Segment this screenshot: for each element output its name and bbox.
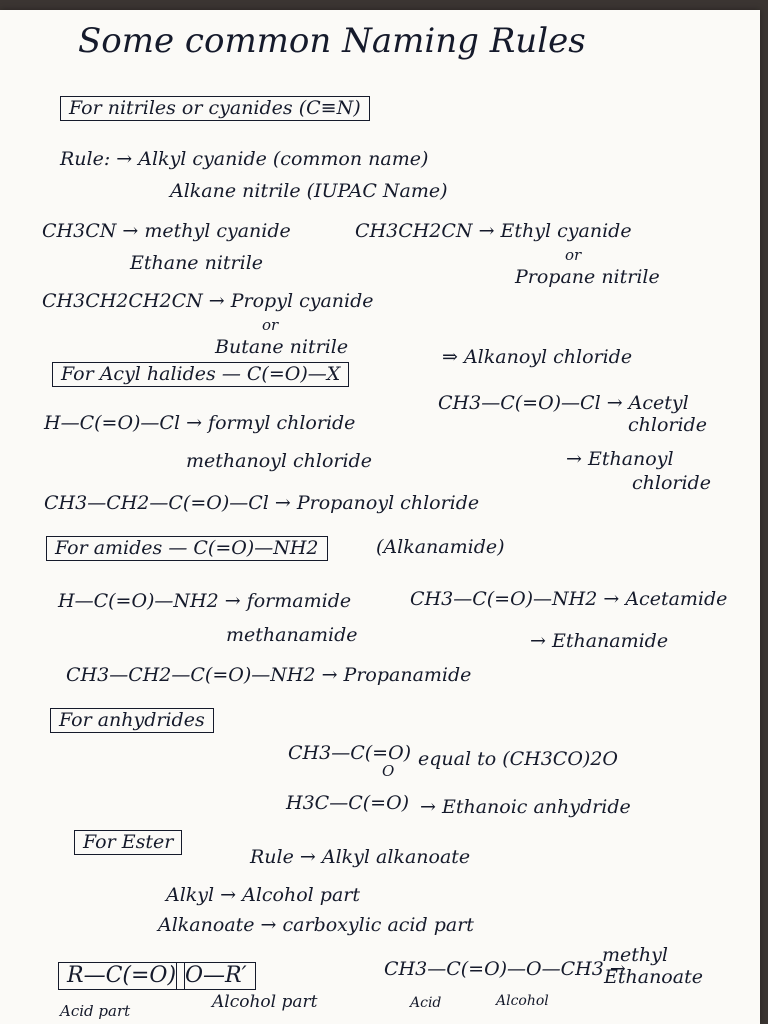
anhydrides-heading: For anhydrides <box>50 708 214 733</box>
amide-ex1-formula: H—C(=O)—NH2 → formamide <box>58 590 352 612</box>
ester-ex-name2: Ethanoate <box>604 966 703 988</box>
acyl-ex2-formula: CH3—C(=O)—Cl → Acetyl <box>438 392 689 414</box>
esters-alkanoate: Alkanoate → carboxylic acid part <box>158 914 474 936</box>
nitrile-ex1-formula: CH3CN → methyl cyanide <box>42 220 291 242</box>
ester-alcohol-label: Alcohol part <box>212 992 318 1012</box>
nitrile-ex2-formula: CH3CH2CN → Ethyl cyanide <box>355 220 632 242</box>
anhydride-struct-bottom: H3C—C(=O) <box>286 792 410 814</box>
amide-ex2-iupac: → Ethanamide <box>530 630 669 652</box>
esters-alkyl: Alkyl → Alcohol part <box>166 884 360 906</box>
acyl-ex3-formula: CH3—CH2—C(=O)—Cl → Propanoyl chloride <box>44 492 480 514</box>
ester-acid-label: Acid part <box>60 1002 131 1020</box>
nitrile-ex3-or: or <box>262 316 279 334</box>
esters-rule: Rule → Alkyl alkanoate <box>250 846 471 868</box>
amide-ex3-formula: CH3—CH2—C(=O)—NH2 → Propanamide <box>66 664 472 686</box>
amide-ex2-formula: CH3—C(=O)—NH2 → Acetamide <box>410 588 728 610</box>
ester-ex-alcohol-label: Alcohol <box>496 993 549 1009</box>
anhydride-struct-top: CH3—C(=O) <box>288 742 412 764</box>
acyl-halides-rule: ⇒ Alkanoyl chloride <box>442 346 633 368</box>
notebook-page <box>0 10 760 1024</box>
acyl-ex2-iupac-cont: chloride <box>632 472 711 494</box>
acyl-ex2-cont: chloride <box>628 414 707 436</box>
anhydride-name: → Ethanoic anhydride <box>420 796 631 818</box>
ester-general-acid: R—C(=O) <box>58 962 185 990</box>
acyl-ex1-iupac: methanoyl chloride <box>186 450 372 472</box>
nitrile-ex2-iupac: Propane nitrile <box>515 266 660 288</box>
amides-rule: (Alkanamide) <box>376 536 505 558</box>
nitrile-ex3-formula: CH3CH2CH2CN → Propyl cyanide <box>42 290 374 312</box>
ester-general-alcohol: O—R′ <box>176 962 256 990</box>
ester-ex-name1: methyl <box>602 944 668 966</box>
nitrile-ex1-iupac: Ethane nitrile <box>130 252 264 274</box>
nitrile-ex3-iupac: Butane nitrile <box>215 336 349 358</box>
nitrile-ex2-or: or <box>565 246 582 264</box>
ester-ex-formula: CH3—C(=O)—O—CH3 → <box>384 958 626 980</box>
anhydride-struct-o: O <box>382 762 395 780</box>
acyl-ex1-formula: H—C(=O)—Cl → formyl chloride <box>44 412 356 434</box>
acyl-ex2-iupac: → Ethanoyl <box>566 448 674 470</box>
nitriles-heading: For nitriles or cyanides (C≡N) <box>60 96 370 121</box>
acyl-halides-heading: For Acyl halides — C(=O)—X <box>52 362 349 387</box>
esters-heading: For Ester <box>74 830 182 855</box>
nitriles-rule-common: Rule: → Alkyl cyanide (common name) <box>60 148 429 170</box>
anhydride-equal: equal to (CH3CO)2O <box>418 748 619 770</box>
nitriles-rule-iupac: Alkane nitrile (IUPAC Name) <box>170 180 448 202</box>
ester-ex-acid-label: Acid <box>410 995 442 1011</box>
amides-heading: For amides — C(=O)—NH2 <box>46 536 328 561</box>
page-title: Some common Naming Rules <box>78 21 586 61</box>
amide-ex1-iupac: methanamide <box>226 624 358 646</box>
